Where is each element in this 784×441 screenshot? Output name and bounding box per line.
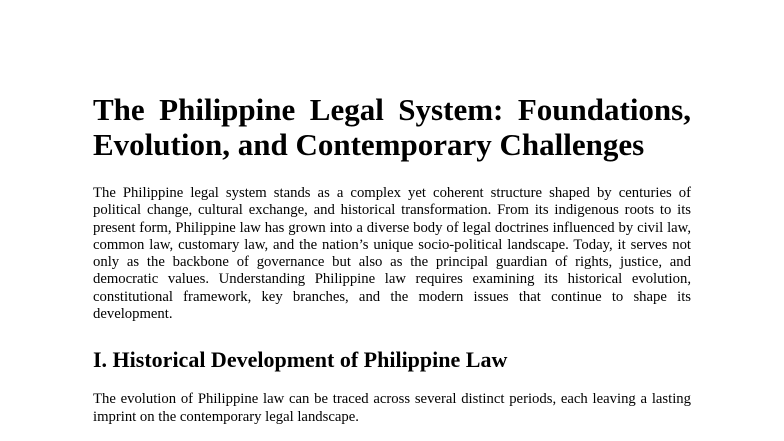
section-paragraph-historical-development: The evolution of Philippine law can be traced across several distinct periods, each leaving a lasting imprint on the contemporary legal landscape. <box>93 391 691 425</box>
document-page <box>93 92 691 426</box>
intro-paragraph: The Philippine legal system stands as a complex yet coherent structure shaped by centuries of political change, cultural exchange, and historical transformation. From its indigenous roots to its present form, Philippine law has grown into a diverse body of legal doctrines influenced by civil law, common law, customary law, and the nation’s unique socio-political landscape. Today, it serves not only as the backbone of governance but also as the principal guardian of rights, justice, and democratic values. Understanding Philippine law requires examining its historical evolution, constitutional framework, key branches, and the modern issues that continue to shape its development. <box>93 185 691 323</box>
section-heading-historical-development: I. Historical Development of Philippine Law <box>93 347 508 373</box>
document-title: The Philippine Legal System: Foundations, Evolution, and Contemporary Challenges <box>93 92 691 162</box>
